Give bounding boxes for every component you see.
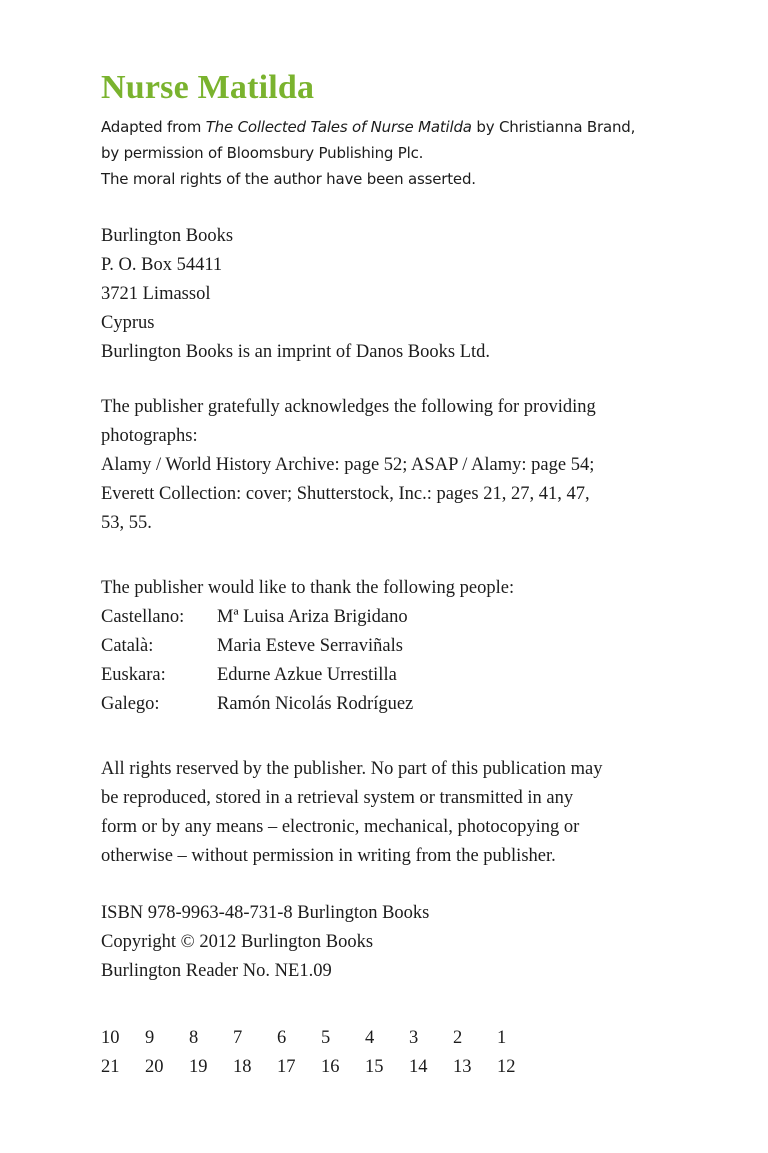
- translator-row: [101, 690, 741, 719]
- source-book-title: The Collected Tales of Nurse Matilda: [205, 118, 472, 136]
- copyright-page: [101, 68, 741, 1082]
- printing-number: 9: [145, 1028, 155, 1048]
- copyright-line: Copyright © 2012 Burlington Books: [101, 932, 374, 952]
- adaptation-credits: [101, 114, 741, 192]
- isbn-line: ISBN 978-9963-48-731-8 Burlington Books: [101, 903, 430, 923]
- translator-thanks: [101, 574, 741, 719]
- publisher-address: [101, 222, 741, 367]
- printing-number: 10: [101, 1028, 120, 1048]
- printing-number: 7: [233, 1028, 243, 1048]
- translator-language: Castellano:: [101, 607, 185, 627]
- printing-number: 1: [497, 1028, 507, 1048]
- address-line: 3721 Limassol: [101, 284, 211, 304]
- printing-number: 20: [145, 1057, 164, 1077]
- printing-number: 5: [321, 1028, 331, 1048]
- printing-number: 16: [321, 1057, 340, 1077]
- acknowledgement-line: Everett Collection: cover; Shutterstock, Inc.: pages 21, 27, 41, 47,: [101, 484, 590, 504]
- translator-name: Edurne Azkue Urrestilla: [217, 665, 397, 685]
- acknowledgement-line: 53, 55.: [101, 513, 152, 533]
- reader-number-line: Burlington Reader No. NE1.09: [101, 961, 332, 981]
- printing-row-2: [101, 1053, 741, 1082]
- printing-numbers: [101, 1024, 741, 1082]
- translator-language: Galego:: [101, 694, 160, 714]
- translator-name: Mª Luisa Ariza Brigidano: [217, 607, 408, 627]
- address-line: Burlington Books: [101, 226, 234, 246]
- acknowledgement-line: photographs:: [101, 426, 198, 446]
- rights-line: All rights reserved by the publisher. No part of this publication may: [101, 759, 603, 779]
- translator-name: Ramón Nicolás Rodríguez: [217, 694, 414, 714]
- printing-number: 12: [497, 1057, 516, 1077]
- printing-number: 13: [453, 1057, 472, 1077]
- printing-number: 8: [189, 1028, 199, 1048]
- translator-row: [101, 603, 741, 632]
- translator-row: [101, 661, 741, 690]
- credits-line-2: by permission of Bloomsbury Publishing Plc.: [101, 144, 424, 162]
- translator-language: Euskara:: [101, 665, 166, 685]
- printing-number: 17: [277, 1057, 296, 1077]
- printing-number: 6: [277, 1028, 287, 1048]
- acknowledgement-line: The publisher gratefully acknowledges the following for providing: [101, 397, 596, 417]
- book-title: Nurse Matilda: [101, 69, 315, 106]
- address-line: P. O. Box 54411: [101, 255, 223, 275]
- credits-line-3: The moral rights of the author have been asserted.: [101, 170, 476, 188]
- address-line: Cyprus: [101, 313, 155, 333]
- rights-line: form or by any means – electronic, mechanical, photocopying or: [101, 817, 580, 837]
- rights-line: otherwise – without permission in writing from the publisher.: [101, 846, 556, 866]
- translator-row: [101, 632, 741, 661]
- printing-number: 18: [233, 1057, 252, 1077]
- credits-line-1-prefix: Adapted from: [101, 118, 206, 136]
- printing-number: 3: [409, 1028, 419, 1048]
- rights-notice: [101, 755, 741, 871]
- printing-number: 2: [453, 1028, 463, 1048]
- address-line: Burlington Books is an imprint of Danos Books Ltd.: [101, 342, 491, 362]
- photo-acknowledgements: [101, 393, 741, 538]
- printing-number: 4: [365, 1028, 375, 1048]
- printing-number: 15: [365, 1057, 384, 1077]
- credits-line-1-suffix: by Christianna Brand,: [471, 118, 636, 136]
- acknowledgement-line: Alamy / World History Archive: page 52; ASAP / Alamy: page 54;: [101, 455, 595, 475]
- rights-line: be reproduced, stored in a retrieval system or transmitted in any: [101, 788, 574, 808]
- credits-line-1: [101, 114, 741, 140]
- translator-language: Català:: [101, 636, 154, 656]
- isbn-block: [101, 899, 741, 986]
- translator-name: Maria Esteve Serraviñals: [217, 636, 403, 656]
- thanks-intro: The publisher would like to thank the following people:: [101, 578, 515, 598]
- printing-number: 19: [189, 1057, 208, 1077]
- printing-row-1: [101, 1024, 741, 1053]
- printing-number: 14: [409, 1057, 428, 1077]
- printing-number: 21: [101, 1057, 120, 1077]
